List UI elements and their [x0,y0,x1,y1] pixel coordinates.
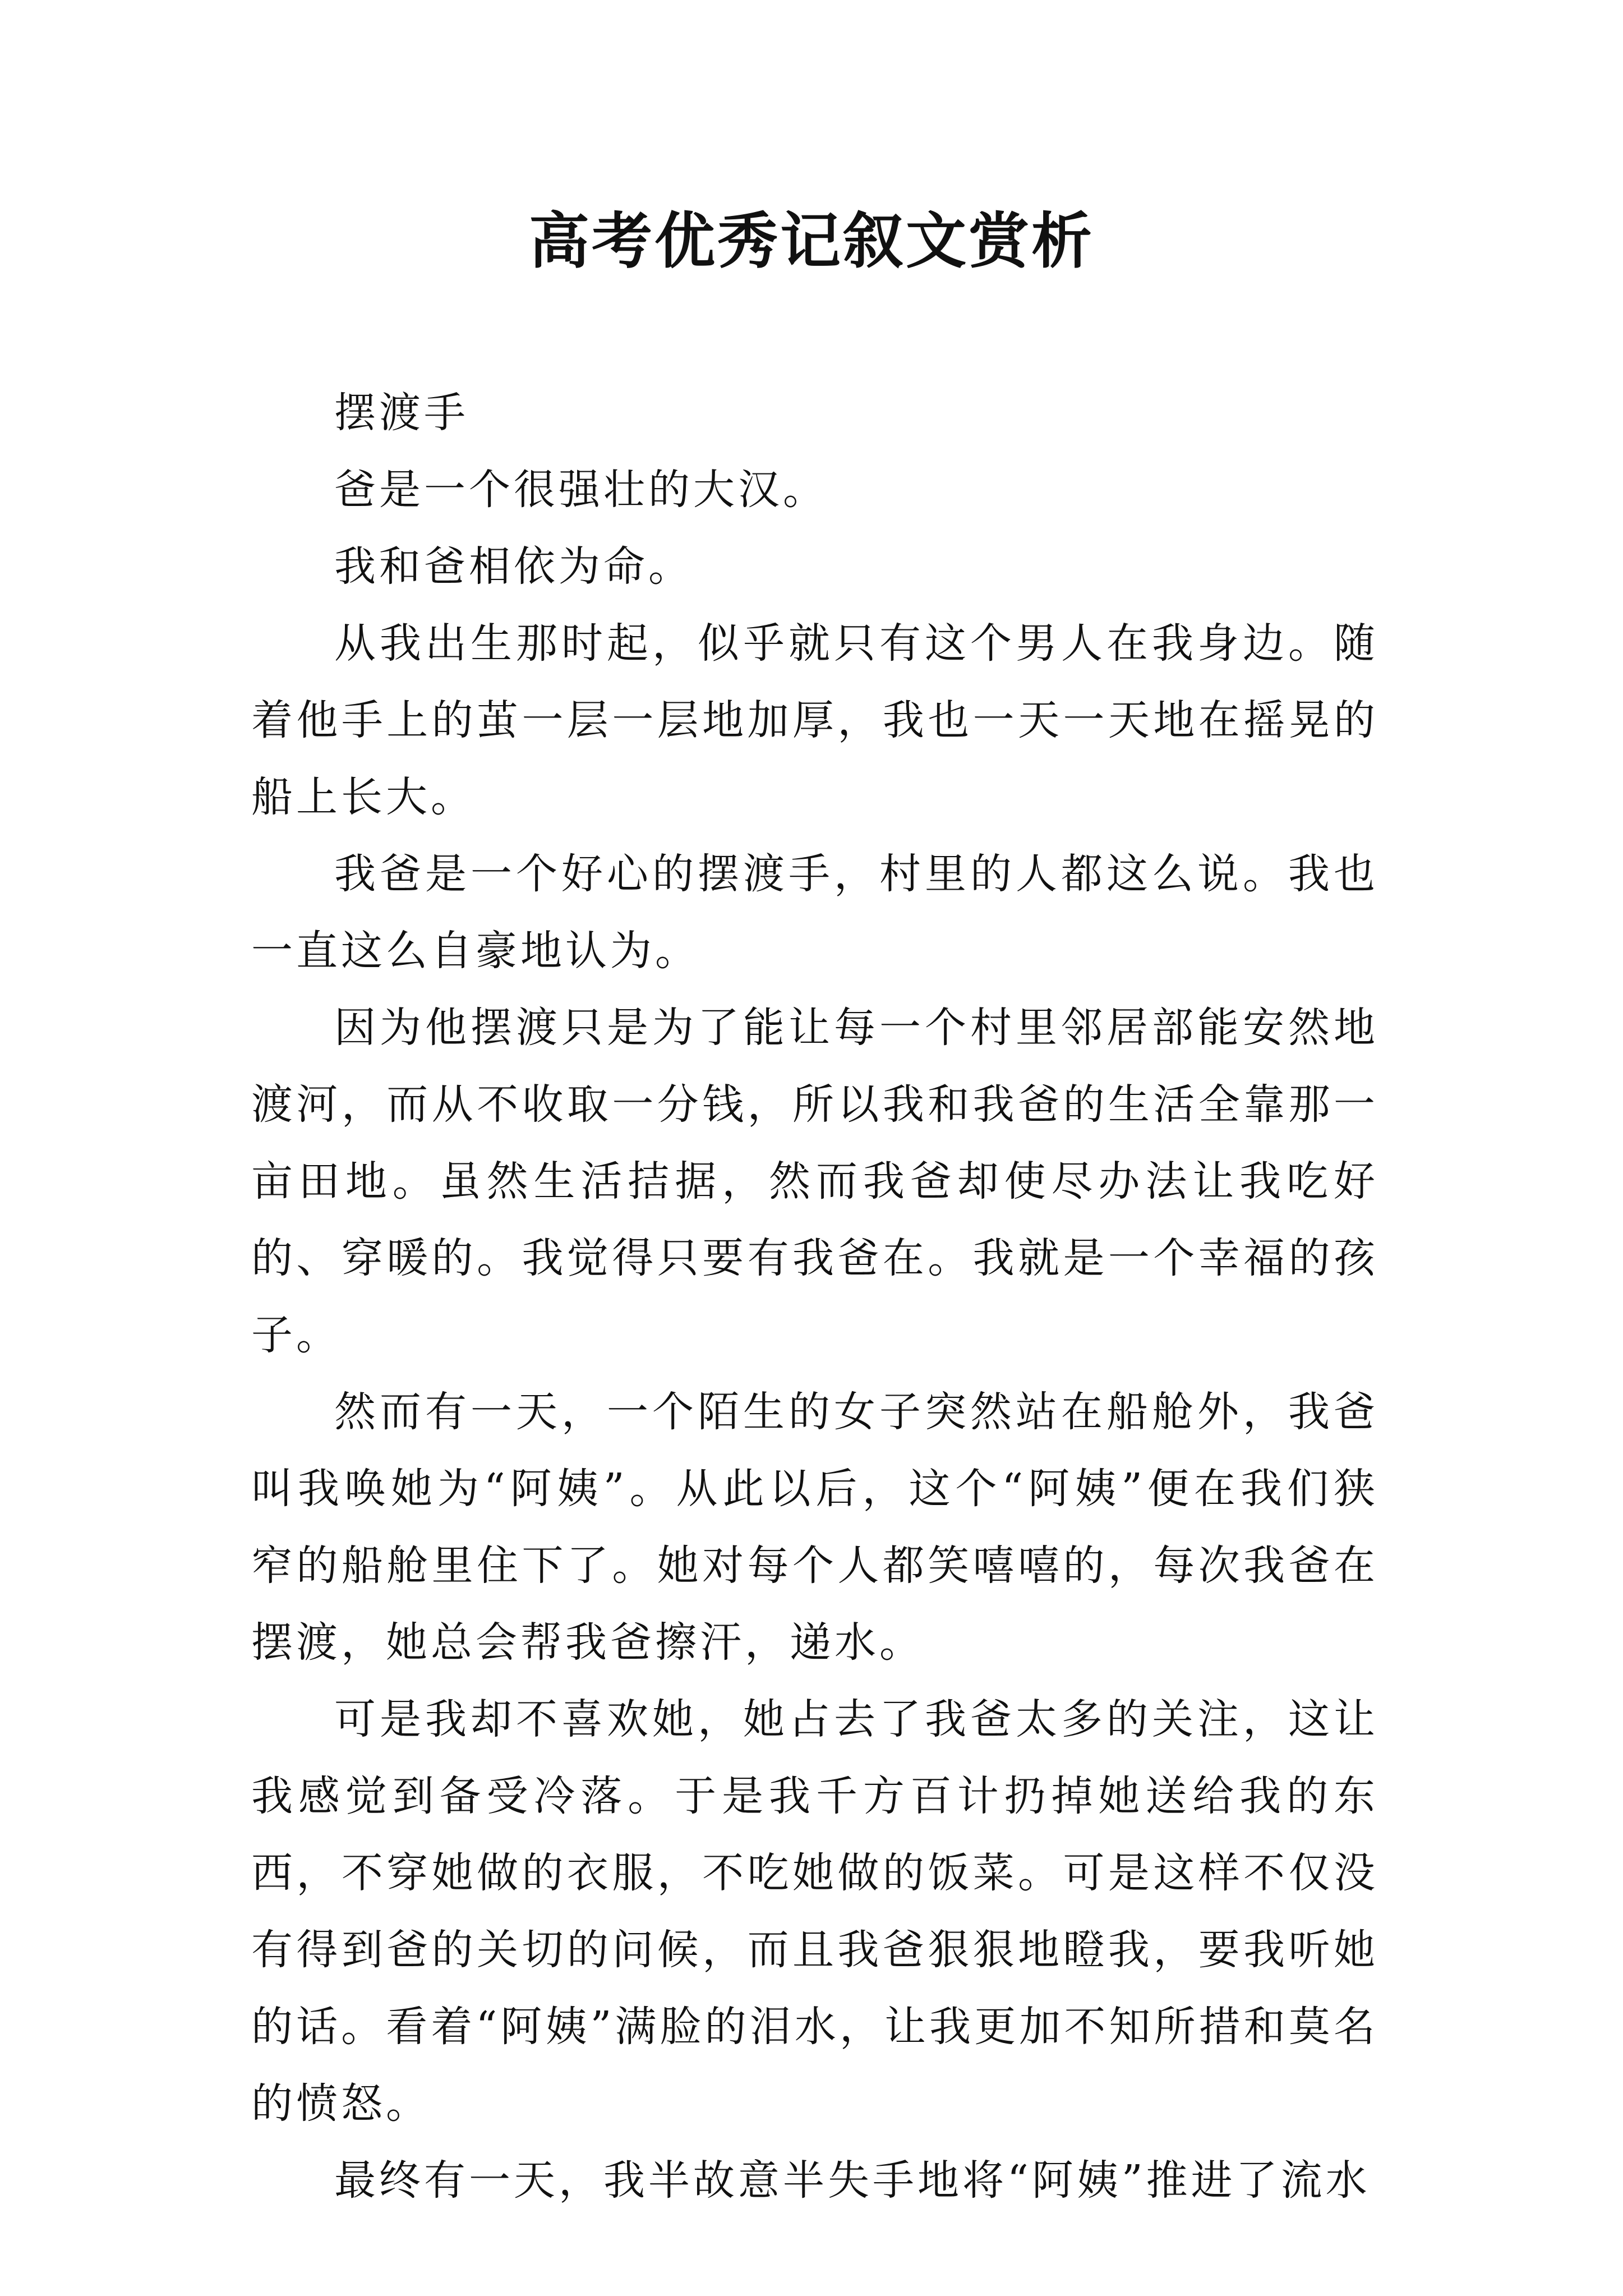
paragraph: 我爸是一个好心的摆渡手，村里的人都这么说。我也一直这么自豪地认为。 [251,850,1378,975]
paragraph: 可是我却不喜欢她，她占去了我爸太多的关注，这让我感觉到备受冷落。于是我千方百计扔掉她送给我的东西，不穿她做的衣服，不吃她做的饭菜。可是这样不仅没有得到爸的关切的问候，而且我爸狠狠地瞪我，要我听她的话。看着“阿姨”满脸的泪水，让我更加不知所措和莫名的愤怒。 [251,1695,1378,2128]
paragraph: 我和爸相依为命。 [334,542,693,591]
paragraph: 最终有一天，我半故意半失手地将“阿姨”推进了流水 [334,2156,1371,2205]
document-title: 高考优秀记叙文赏析 [528,206,1094,277]
paragraph: 爸是一个很强壮的大汉。 [334,466,828,514]
document-body [251,375,1378,2219]
paragraph-heading: 摆渡手 [334,389,469,437]
paragraph: 然而有一天，一个陌生的女子突然站在船舱外，我爸叫我唤她为“阿姨”。从此以后，这个“阿姨”便在我们狭窄的船舱里住下了。她对每个人都笑嘻嘻的，每次我爸在摆渡，她总会帮我爸擦汗，递水。 [251,1388,1378,1667]
paragraph: 因为他摆渡只是为了能让每一个村里邻居部能安然地渡河，而从不收取一分钱，所以我和我爸的生活全靠那一亩田地。虽然生活拮据，然而我爸却使尽办法让我吃好的、穿暖的。我觉得只要有我爸在。我就是一个幸福的孩子。 [251,1004,1378,1359]
paragraph: 从我出生那时起，似乎就只有这个男人在我身边。随着他手上的茧一层一层地加厚，我也一天一天地在摇晃的船上长大。 [251,619,1378,821]
